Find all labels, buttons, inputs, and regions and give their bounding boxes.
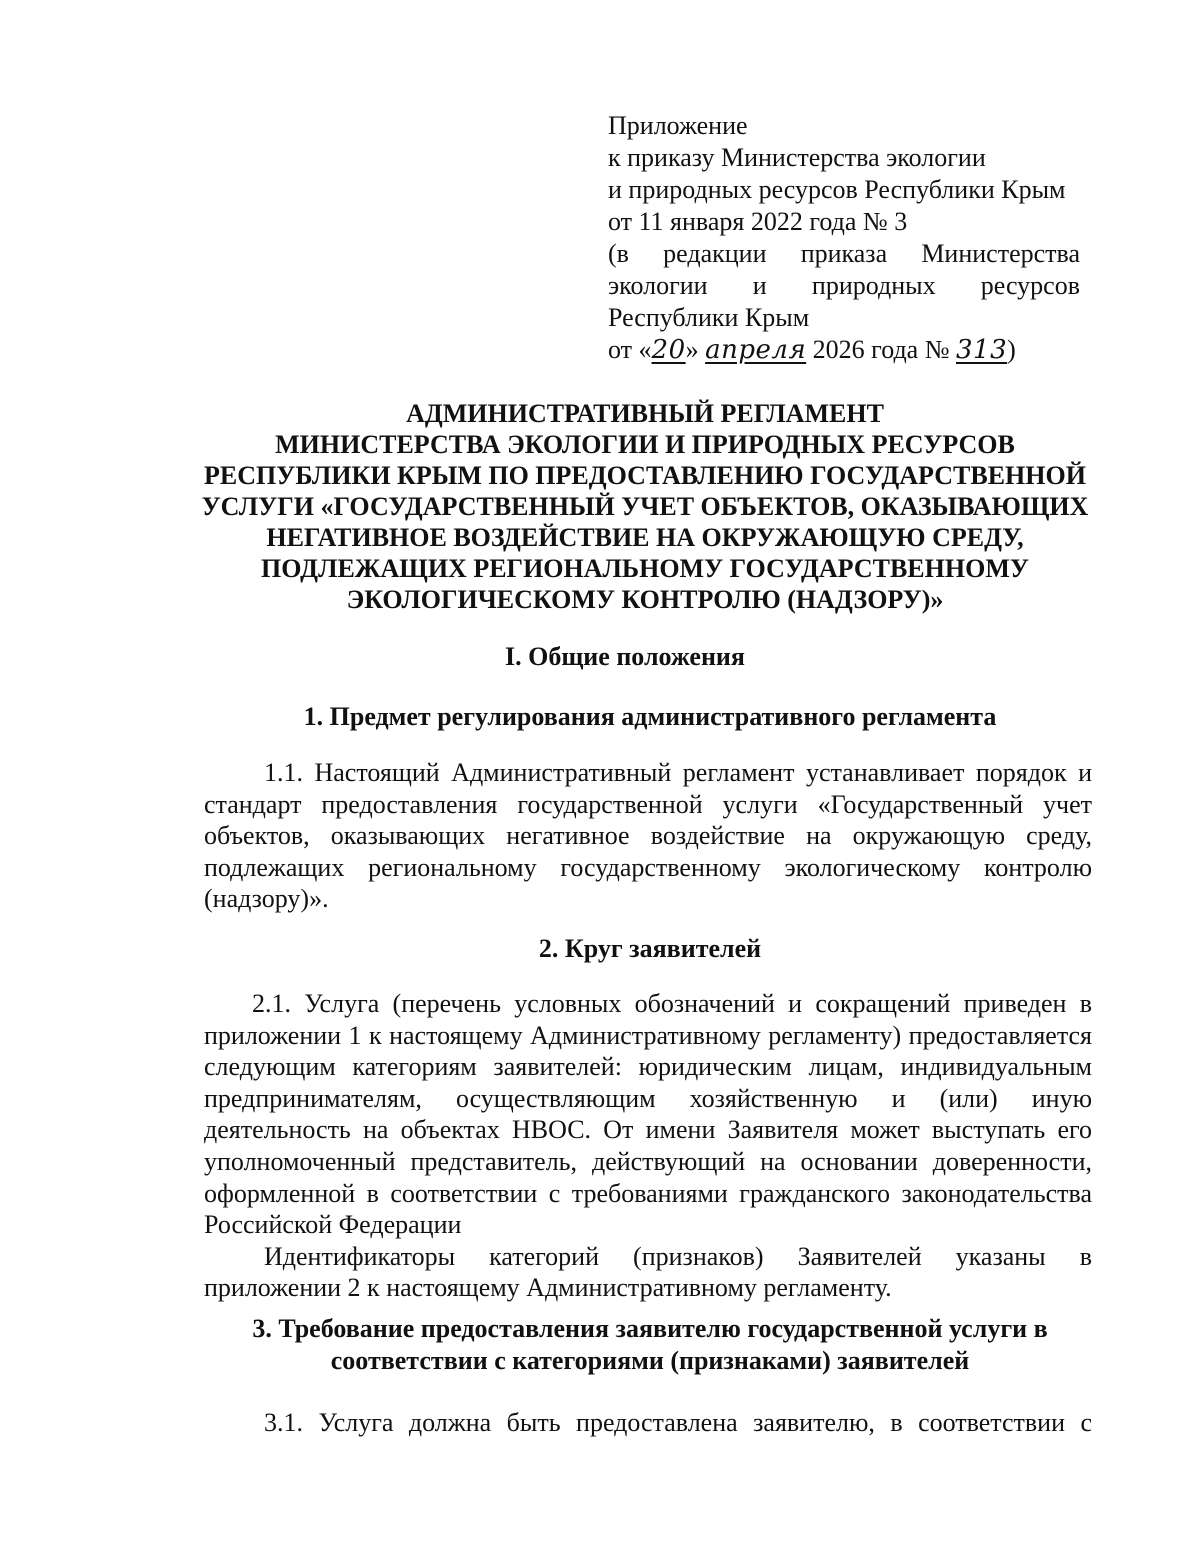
paragraph-1-1: [204, 757, 1092, 915]
paragraph-text: 2.1. Услуга (перечень условных обозначений и сокращений приведен в приложении 1 к настоящему Административному регламенту) предоставляется следующим категориям заявителей: юридическим лицам, индивидуальным предпринимателям, осуществляющим хозяйственную и (или) иную деятельность на объектах НВОС. От имени Заявителя может выступать его уполномоченный представитель, действующий на основании доверенности, оформленной в соответствии с требованиями гражданского законодательства Российской Федерации: [204, 989, 1092, 1240]
appendix-line: от 11 января 2022 года № 3: [608, 207, 908, 236]
subsection-heading-line: 3. Требование предоставления заявителю государственной услуги в: [252, 1314, 1048, 1343]
date-year: 2026 года №: [806, 335, 957, 364]
subsection-heading: 2. Круг заявителей: [538, 934, 762, 963]
paragraph-text: 3.1. Услуга должна быть предоставлена заявителю, в соответствии с: [264, 1408, 1092, 1437]
subsection-heading: 1. Предмет регулирования административного регламента: [303, 702, 997, 731]
title-line: ЭКОЛОГИЧЕСКОМУ КОНТРОЛЮ (НАДЗОРУ)»: [346, 585, 944, 614]
date-suffix: ): [1007, 335, 1016, 364]
title-line: МИНИСТЕРСТВА ЭКОЛОГИИ И ПРИРОДНЫХ РЕСУРСОВ: [275, 430, 1015, 459]
appendix-date-line: [608, 334, 1080, 366]
title-line: ПОДЛЕЖАЩИХ РЕГИОНАЛЬНОМУ ГОСУДАРСТВЕННОМУ: [261, 554, 1029, 583]
appendix-line: и природных ресурсов Республики Крым: [608, 175, 1066, 204]
appendix-edition-note: (в редакции приказа Министерства экологии и природных ресурсов: [608, 239, 1080, 300]
handwritten-number: 313: [956, 335, 1008, 365]
appendix-line: Приложение: [608, 111, 748, 140]
title-line: АДМИНИСТРАТИВНЫЙ РЕГЛАМЕНТ: [406, 399, 884, 428]
date-mid: »: [685, 335, 706, 364]
title-line: РЕСПУБЛИКИ КРЫМ ПО ПРЕДОСТАВЛЕНИЮ ГОСУДАРСТВЕННОЙ: [204, 461, 1086, 490]
title-line: НЕГАТИВНОЕ ВОЗДЕЙСТВИЕ НА ОКРУЖАЮЩУЮ СРЕДУ,: [266, 523, 1024, 552]
document-title: [190, 398, 1100, 615]
handwritten-month: апреля: [705, 335, 807, 365]
title-line: УСЛУГИ «ГОСУДАРСТВЕННЫЙ УЧЕТ ОБЪЕКТОВ, ОКАЗЫВАЮЩИХ: [201, 492, 1089, 521]
section-heading: I. Общие положения: [505, 642, 745, 671]
paragraph-text: 1.1. Настоящий Административный регламент устанавливает порядок и стандарт предоставления государственной услуги «Государственный учет объектов, оказывающих негативное воздействие на окружающую среду, подлежащих региональному государственному экологическому контролю (надзору)».: [204, 758, 1092, 914]
paragraph-2-1: [204, 988, 1092, 1304]
appendix-line: к приказу Министерства экологии: [608, 143, 986, 172]
appendix-line: Республики Крым: [608, 303, 810, 332]
appendix-block: [608, 110, 1080, 366]
subsection-heading-line: соответствии с категориями (признаками) заявителей: [330, 1346, 970, 1375]
paragraph-text: Идентификаторы категорий (признаков) Заявителей указаны в приложении 2 к настоящему Административному регламенту.: [204, 1241, 1092, 1303]
handwritten-day: 20: [651, 335, 686, 365]
date-prefix: от «: [608, 335, 652, 364]
subsection-heading: [200, 1313, 1100, 1377]
paragraph-3-1: [204, 1407, 1092, 1439]
